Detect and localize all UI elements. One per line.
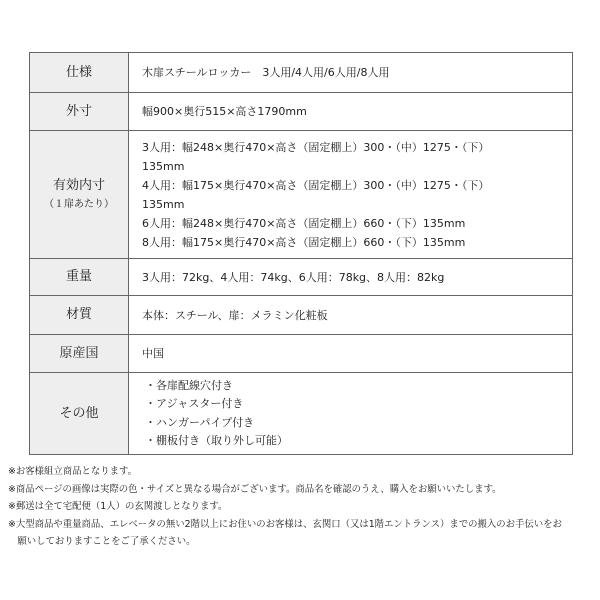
spec-value-inner-dimensions: [129, 131, 573, 259]
spec-row-specification: [30, 53, 573, 93]
spec-value-country-of-origin: [129, 335, 573, 373]
spec-label-weight: [30, 259, 129, 296]
spec-label-text: 外寸: [65, 103, 92, 119]
spec-value-material: [129, 296, 573, 335]
note-line: ※お客様組立商品となります。: [8, 466, 137, 477]
spec-table: [29, 52, 573, 455]
spec-label-country-of-origin: [30, 335, 129, 373]
spec-value-text: 幅900×奥行515×高さ1790mm: [142, 105, 307, 118]
note-line: ※郵送は全て宅配便（1人）の玄関渡しとなります。: [8, 501, 228, 512]
spec-value-outer-dimensions: [129, 93, 573, 131]
note-line: ※商品ページの画像は実際の色・サイズと異なる場合がございます。商品名を確認のうえ、購入をお願いいたします。: [8, 483, 502, 495]
spec-value-text: 中国: [142, 347, 164, 360]
spec-value-text: 本体：スチール、扉：メラミン化粧板: [142, 308, 328, 322]
feature-list-item: ・各扉配線穴付き: [145, 378, 233, 392]
spec-label-text: 重量: [65, 269, 92, 284]
note-line: 願いしておりますことをご了承ください。: [8, 536, 196, 547]
inner-dimension-line: 135mm: [142, 159, 185, 173]
spec-row-inner-dimensions: [30, 131, 573, 259]
inner-dimension-line: 135mm: [142, 197, 185, 211]
feature-list-item: ・棚板付き（取り外し可能）: [145, 434, 288, 447]
feature-list-item: ・ハンガーパイプ付き: [145, 415, 255, 429]
spec-label-material: [30, 296, 129, 335]
spec-label-text: 材質: [65, 307, 92, 322]
spec-row-outer-dimensions: [30, 93, 573, 131]
spec-label-outer-dimensions: [30, 93, 129, 131]
spec-label-specification: [30, 53, 129, 93]
spec-row-other: [30, 373, 573, 455]
spec-label-text: その他: [59, 405, 99, 421]
spec-value-text: 3人用：72kg、4人用：74kg、6人用：78kg、8人用：82kg: [142, 270, 445, 284]
spec-label-text: 原産国: [59, 345, 99, 361]
feature-list-item: ・アジャスター付き: [145, 397, 244, 410]
spec-label-text: 仕様: [65, 64, 92, 80]
spec-label-inner-dimensions: [30, 131, 129, 259]
inner-dimension-line: 8人用：幅175×奥行470×高さ（固定棚上）660・（下）135mm: [142, 235, 466, 249]
feature-list: [142, 377, 566, 451]
note-line: ※大型商品や重量商品、エレベータの無い2階以上にお住いのお客様は、玄関口（又は1階エントランス）までの搬入のお手伝いをお: [8, 518, 562, 530]
inner-dimension-line: 6人用：幅248×奥行470×高さ（固定棚上）660・（下）135mm: [142, 216, 466, 230]
spec-label-text: 有効内寸: [52, 177, 105, 193]
spec-sub-label-text: （１扉あたり）: [44, 198, 114, 210]
spec-row-weight: [30, 259, 573, 296]
spec-label-other: [30, 373, 129, 455]
spec-row-material: [30, 296, 573, 335]
inner-dimension-line: 3人用：幅248×奥行470×高さ（固定棚上）300・（中）1275・（下）: [142, 140, 490, 154]
spec-value-specification: [129, 53, 573, 93]
spec-row-country-of-origin: [30, 335, 573, 373]
spec-value-other: [129, 373, 573, 455]
inner-dimension-line: 4人用：幅175×奥行470×高さ（固定棚上）300・（中）1275・（下）: [142, 178, 490, 192]
notes-section: [8, 463, 594, 551]
spec-value-text: 木扉スチールロッカー 3人用/4人用/6人用/8人用: [142, 66, 390, 79]
spec-value-weight: [129, 259, 573, 296]
